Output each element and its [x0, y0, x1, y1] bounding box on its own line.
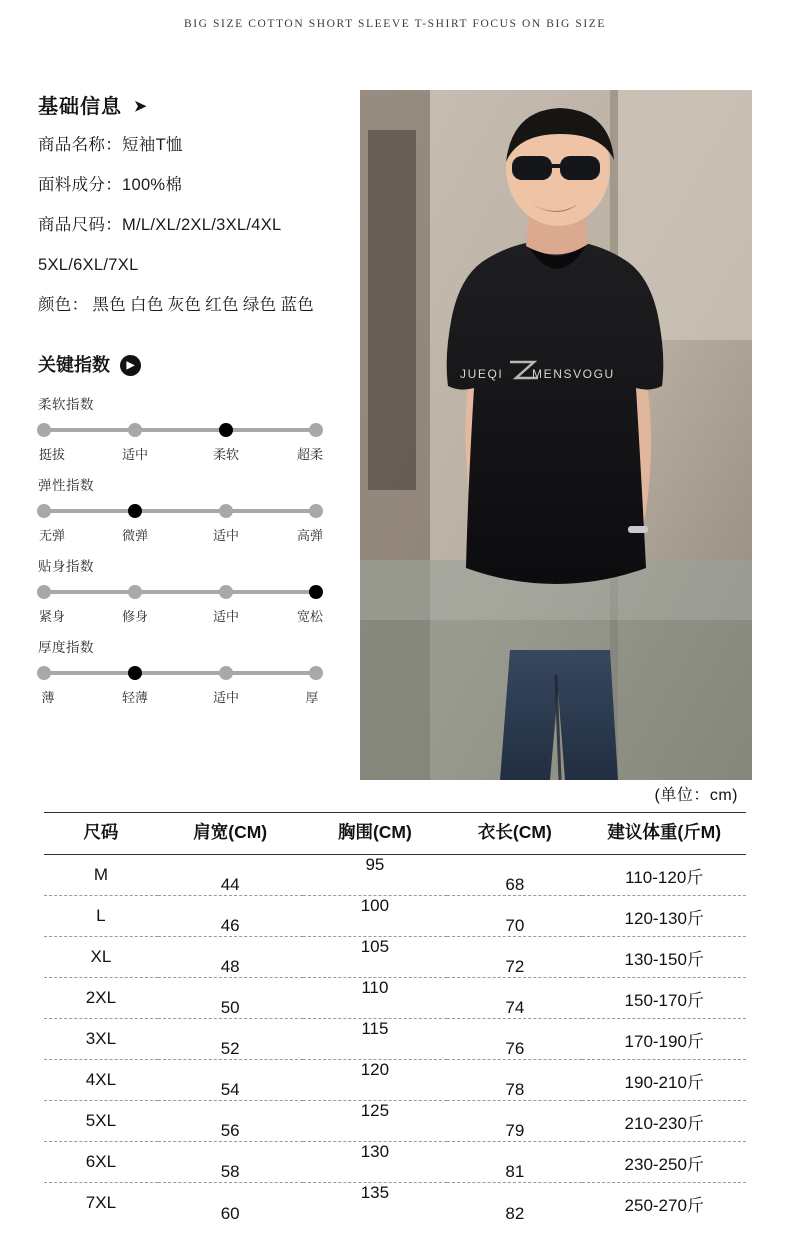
kpi-tick-1: 微弹: [121, 528, 149, 543]
cell-bust: 135: [360, 1183, 390, 1202]
kpi-tick-1: 修身: [121, 609, 149, 624]
kpi-tick-3: 高弹: [296, 528, 324, 543]
basic-info-column: [38, 90, 350, 717]
slider-dot-1[interactable]: [128, 423, 142, 437]
cell-shoulder: 50: [158, 978, 303, 1019]
kpi-tick-1: 适中: [121, 447, 149, 462]
kpi-slider-elasticity[interactable]: [38, 504, 322, 518]
cell-weight: 170-190斤: [582, 1019, 746, 1060]
kpi-tick-0: 紧身: [38, 609, 66, 624]
cell-bust: 120: [303, 1060, 448, 1101]
cell-weight: 120-130斤: [582, 896, 746, 937]
cell-shoulder: 60: [220, 1203, 240, 1223]
color-gray: 灰色: [167, 296, 202, 314]
kpi-group-softness: [38, 393, 350, 462]
info-value-sizes-cont: 5XL/6XL/7XL: [38, 256, 139, 274]
kpi-group-thickness: [38, 636, 350, 705]
kpi-ticks-softness: [38, 444, 322, 462]
cell-size: 4XL: [44, 1060, 158, 1101]
cell-shoulder: 46: [158, 896, 303, 937]
color-black: 黑色: [92, 296, 127, 314]
table-row: [44, 1060, 746, 1101]
slider-track: [42, 671, 318, 675]
slider-dot-3[interactable]: [309, 423, 323, 437]
cell-size: 7XL: [85, 1193, 117, 1213]
cell-bust: 105: [303, 937, 448, 978]
table-row: [44, 855, 746, 896]
cell-length: 76: [447, 1019, 582, 1060]
info-row-sizes-cont: [38, 245, 350, 285]
header-shoulder: 肩宽(CM): [158, 813, 303, 855]
info-label-sizes: 商品尺码：: [38, 216, 122, 234]
kpi-ticks-elasticity: [38, 525, 322, 543]
cell-size: L: [44, 896, 158, 937]
slider-dot-0[interactable]: [37, 666, 51, 680]
product-photo-illustration: [360, 90, 752, 780]
cell-shoulder: 54: [158, 1060, 303, 1101]
kpi-label-fit: 贴身指数: [38, 559, 94, 574]
table-row: [44, 896, 746, 937]
kpi-tick-2: 适中: [212, 690, 240, 705]
product-overview-section: [0, 30, 790, 730]
kpi-slider-thickness[interactable]: [38, 666, 322, 680]
cell-shoulder: 44: [158, 855, 303, 896]
product-photo: [360, 90, 752, 780]
table-row: [44, 1142, 746, 1183]
kpi-tick-2: 适中: [212, 528, 240, 543]
slider-dot-1[interactable]: [128, 504, 142, 518]
cell-length: 72: [447, 937, 582, 978]
cell-weight: 150-170斤: [582, 978, 746, 1019]
kpi-tick-3: 厚: [305, 690, 319, 705]
table-header-row: [44, 813, 746, 855]
slider-track: [42, 590, 318, 594]
kpi-ticks-thickness: [38, 687, 322, 705]
cell-bust: 115: [303, 1019, 448, 1060]
cell-bust: 110: [303, 978, 448, 1019]
kpi-slider-fit[interactable]: [38, 585, 322, 599]
table-row: [44, 1019, 746, 1060]
key-index-title: 关键指数: [38, 355, 110, 375]
cell-size: M: [44, 855, 158, 896]
kpi-tick-0: 无弹: [38, 528, 66, 543]
kpi-group-fit: [38, 555, 350, 624]
cell-bust: 125: [303, 1101, 448, 1142]
color-blue: 蓝色: [280, 296, 315, 314]
size-table-body: [44, 855, 746, 1224]
slider-dot-2[interactable]: [219, 504, 233, 518]
color-green: 绿色: [242, 296, 277, 314]
kpi-tick-0: 薄: [41, 690, 55, 705]
cell-size: 2XL: [44, 978, 158, 1019]
info-row-colors: [38, 285, 350, 325]
slider-dot-0[interactable]: [37, 504, 51, 518]
color-white: 白色: [130, 296, 164, 314]
cell-length: 78: [447, 1060, 582, 1101]
key-index-heading: [38, 351, 350, 377]
cell-shoulder: 48: [158, 937, 303, 978]
info-value-fabric: 100%棉: [122, 176, 183, 194]
kpi-slider-softness[interactable]: [38, 423, 322, 437]
basic-info-heading: [38, 90, 350, 119]
slider-dot-3[interactable]: [309, 585, 323, 599]
cell-shoulder: 52: [158, 1019, 303, 1060]
slider-dot-2[interactable]: [219, 423, 233, 437]
arrow-right-icon: ➤: [134, 97, 148, 115]
table-row: [44, 937, 746, 978]
cell-weight: 250-270斤: [624, 1195, 704, 1215]
cell-length: 79: [447, 1101, 582, 1142]
info-row-sizes: [38, 205, 350, 245]
cell-shoulder: 58: [158, 1142, 303, 1183]
header-length: 衣长(CM): [447, 813, 582, 855]
cell-size: 5XL: [44, 1101, 158, 1142]
kpi-label-elasticity: 弹性指数: [38, 478, 94, 493]
cell-size: 3XL: [44, 1019, 158, 1060]
cell-bust: 130: [303, 1142, 448, 1183]
cell-bust: 95: [303, 855, 448, 896]
slider-dot-0[interactable]: [37, 585, 51, 599]
slider-dot-3[interactable]: [309, 666, 323, 680]
info-label-fabric: 面料成分：: [38, 176, 122, 194]
kpi-label-softness: 柔软指数: [38, 397, 94, 412]
slider-dot-2[interactable]: [219, 666, 233, 680]
cell-length: 74: [447, 978, 582, 1019]
slider-dot-2[interactable]: [219, 585, 233, 599]
cell-length: 70: [447, 896, 582, 937]
kpi-group-elasticity: [38, 474, 350, 543]
table-row: [44, 1183, 746, 1224]
kpi-tick-3: 宽松: [296, 609, 324, 624]
cell-bust: 100: [303, 896, 448, 937]
slider-track: [42, 509, 318, 513]
unit-note: (单位：cm): [654, 787, 738, 804]
cell-length: 82: [505, 1203, 525, 1223]
slider-dot-1[interactable]: [128, 666, 142, 680]
slider-dot-3[interactable]: [309, 504, 323, 518]
header-weight: 建议体重(斤M): [582, 813, 746, 855]
kpi-tick-1: 轻薄: [121, 690, 149, 705]
info-label-colors: 颜色：: [38, 296, 89, 314]
key-index-block: [38, 351, 350, 705]
size-table-head: [44, 813, 746, 855]
kpi-tick-2: 适中: [212, 609, 240, 624]
info-label-name: 商品名称：: [38, 136, 122, 154]
info-row-name: [38, 125, 350, 165]
cell-weight: 210-230斤: [582, 1101, 746, 1142]
cell-shoulder: 56: [158, 1101, 303, 1142]
kpi-tick-3: 超柔: [296, 447, 324, 462]
header-size: 尺码: [44, 813, 158, 855]
table-row: [44, 978, 746, 1019]
info-row-fabric: [38, 165, 350, 205]
cell-length: 68: [447, 855, 582, 896]
page-banner: [0, 0, 790, 30]
cell-weight: 190-210斤: [582, 1060, 746, 1101]
cell-weight: 130-150斤: [582, 937, 746, 978]
table-row: [44, 1101, 746, 1142]
slider-dot-0[interactable]: [37, 423, 51, 437]
kpi-tick-2: 柔软: [212, 447, 240, 462]
size-table: [44, 812, 746, 1224]
info-value-sizes: M/L/XL/2XL/3XL/4XL: [122, 216, 282, 234]
cell-size: 6XL: [44, 1142, 158, 1183]
cell-weight: 230-250斤: [582, 1142, 746, 1183]
cell-weight: 110-120斤: [582, 855, 746, 896]
cell-length: 81: [447, 1142, 582, 1183]
slider-track: [42, 428, 318, 432]
kpi-ticks-fit: [38, 606, 322, 624]
banner-text: BIG SIZE COTTON SHORT SLEEVE T-SHIRT FOCUS ON BIG SIZE: [183, 18, 607, 30]
basic-info-title: 基础信息: [38, 96, 122, 118]
info-value-name: 短袖T恤: [122, 136, 183, 154]
shirt-brand-left: JUEQI: [460, 367, 504, 381]
shirt-brand-right: MENSVOGU: [532, 367, 615, 381]
header-bust: 胸围(CM): [303, 813, 448, 855]
play-arrow-icon: ▶: [120, 355, 141, 376]
kpi-tick-0: 挺拔: [38, 447, 66, 462]
color-red: 红色: [205, 296, 239, 314]
kpi-label-thickness: 厚度指数: [38, 640, 94, 655]
cell-size: XL: [44, 937, 158, 978]
slider-dot-1[interactable]: [128, 585, 142, 599]
